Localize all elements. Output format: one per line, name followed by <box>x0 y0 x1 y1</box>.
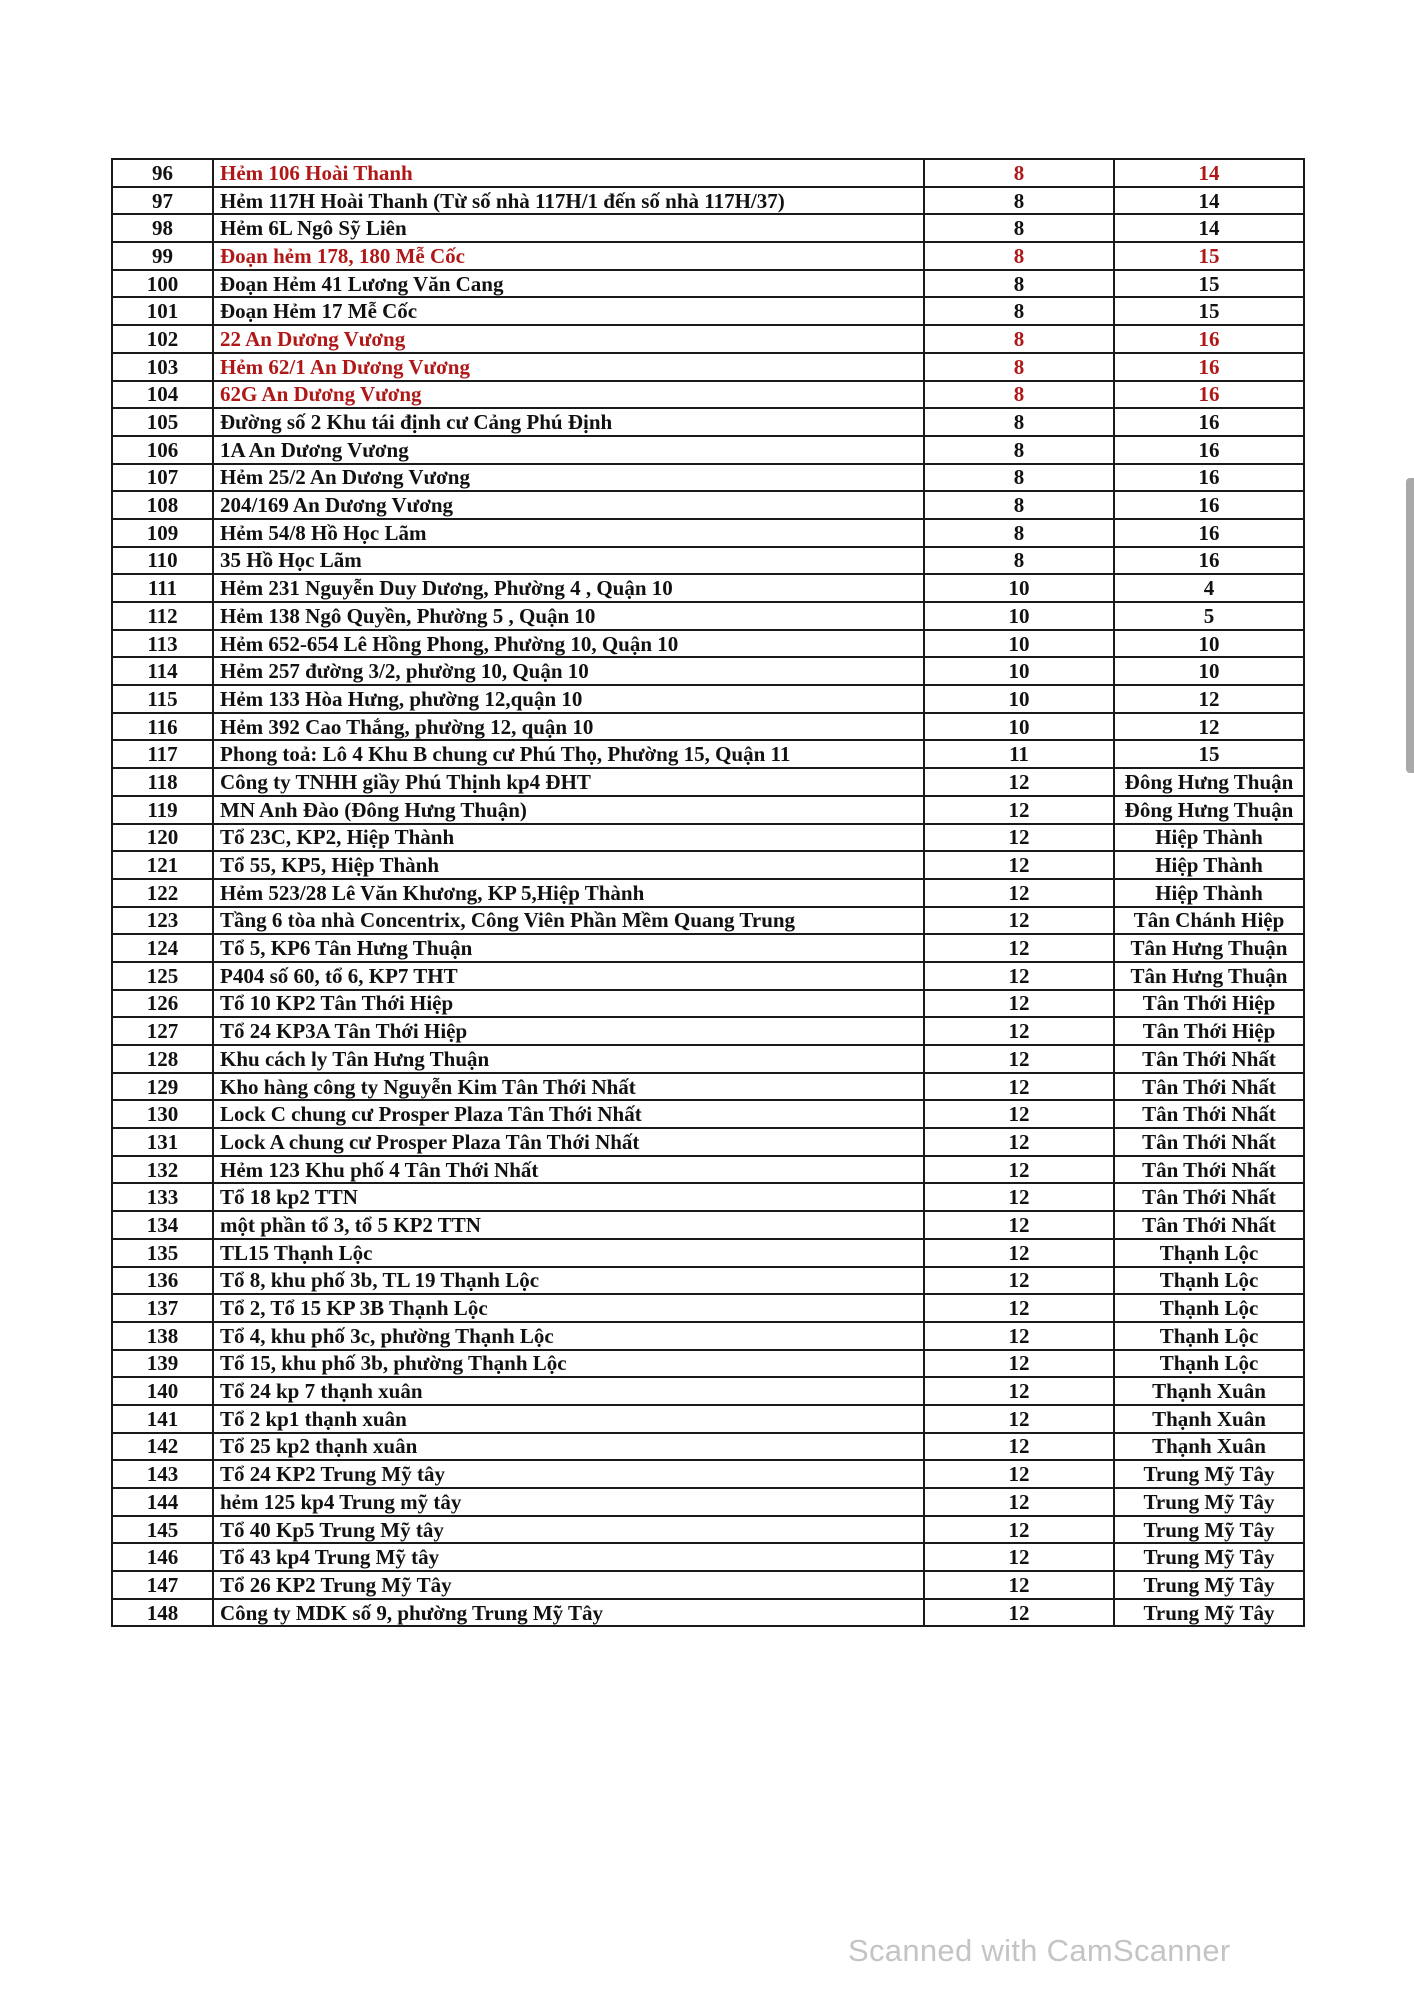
location-name: Hẻm 123 Khu phố 4 Tân Thới Nhất <box>213 1156 924 1184</box>
row-number: 114 <box>112 657 213 685</box>
row-number: 144 <box>112 1488 213 1516</box>
row-number: 132 <box>112 1156 213 1184</box>
location-name: Đoạn Hẻm 17 Mễ Cốc <box>213 297 924 325</box>
location-name: 35 Hồ Học Lãm <box>213 547 924 575</box>
district-value: 8 <box>924 491 1114 519</box>
table-row <box>112 159 1304 187</box>
ward-value: 10 <box>1114 657 1304 685</box>
row-number: 112 <box>112 602 213 630</box>
table-row <box>112 851 1304 879</box>
district-value: 12 <box>924 1488 1114 1516</box>
table-row <box>112 1377 1304 1405</box>
table-row <box>112 1516 1304 1544</box>
table-row <box>112 630 1304 658</box>
scrollbar-thumb[interactable] <box>1406 478 1414 773</box>
district-value: 8 <box>924 214 1114 242</box>
table-row <box>112 962 1304 990</box>
ward-value: Tân Chánh Hiệp <box>1114 907 1304 935</box>
district-value: 12 <box>924 1405 1114 1433</box>
district-value: 10 <box>924 713 1114 741</box>
location-name: Đoạn hẻm 178, 180 Mễ Cốc <box>213 242 924 270</box>
table-row <box>112 685 1304 713</box>
row-number: 105 <box>112 408 213 436</box>
district-value: 8 <box>924 325 1114 353</box>
district-value: 12 <box>924 824 1114 852</box>
ward-value: 4 <box>1114 574 1304 602</box>
district-value: 12 <box>924 851 1114 879</box>
table-row <box>112 657 1304 685</box>
location-name: Hẻm 133 Hòa Hưng, phường 12,quận 10 <box>213 685 924 713</box>
ward-value: 15 <box>1114 270 1304 298</box>
district-value: 8 <box>924 547 1114 575</box>
row-number: 107 <box>112 464 213 492</box>
ward-value: 15 <box>1114 740 1304 768</box>
table-row <box>112 602 1304 630</box>
row-number: 126 <box>112 990 213 1018</box>
row-number: 108 <box>112 491 213 519</box>
row-number: 117 <box>112 740 213 768</box>
district-value: 12 <box>924 1156 1114 1184</box>
table-row <box>112 242 1304 270</box>
ward-value: 16 <box>1114 491 1304 519</box>
table-row <box>112 491 1304 519</box>
table-body <box>112 159 1304 1626</box>
location-name: Công ty TNHH giầy Phú Thịnh kp4 ĐHT <box>213 768 924 796</box>
ward-value: Trung Mỹ Tây <box>1114 1460 1304 1488</box>
location-name: Lock A chung cư Prosper Plaza Tân Thới Nhất <box>213 1128 924 1156</box>
ward-value: Trung Mỹ Tây <box>1114 1599 1304 1627</box>
district-value: 12 <box>924 907 1114 935</box>
table-row <box>112 519 1304 547</box>
location-name: Tổ 4, khu phố 3c, phường Thạnh Lộc <box>213 1322 924 1350</box>
table-row <box>112 1571 1304 1599</box>
row-number: 119 <box>112 796 213 824</box>
row-number: 147 <box>112 1571 213 1599</box>
district-value: 10 <box>924 574 1114 602</box>
location-name: 1A An Dương Vương <box>213 436 924 464</box>
location-name: Hẻm 54/8 Hồ Học Lãm <box>213 519 924 547</box>
location-name: 22 An Dương Vương <box>213 325 924 353</box>
row-number: 123 <box>112 907 213 935</box>
row-number: 99 <box>112 242 213 270</box>
location-name: Tổ 10 KP2 Tân Thới Hiệp <box>213 990 924 1018</box>
district-value: 12 <box>924 1073 1114 1101</box>
location-name: Tổ 40 Kp5 Trung Mỹ tây <box>213 1516 924 1544</box>
location-table <box>111 158 1305 1627</box>
district-value: 12 <box>924 879 1114 907</box>
ward-value: 16 <box>1114 381 1304 409</box>
district-value: 12 <box>924 1433 1114 1461</box>
district-value: 12 <box>924 1516 1114 1544</box>
district-value: 12 <box>924 1017 1114 1045</box>
row-number: 98 <box>112 214 213 242</box>
district-value: 12 <box>924 796 1114 824</box>
district-value: 8 <box>924 519 1114 547</box>
row-number: 142 <box>112 1433 213 1461</box>
row-number: 106 <box>112 436 213 464</box>
district-value: 12 <box>924 1571 1114 1599</box>
row-number: 134 <box>112 1211 213 1239</box>
location-name: Tổ 8, khu phố 3b, TL 19 Thạnh Lộc <box>213 1267 924 1295</box>
district-value: 12 <box>924 962 1114 990</box>
district-value: 10 <box>924 657 1114 685</box>
table-row <box>112 1488 1304 1516</box>
ward-value: 14 <box>1114 159 1304 187</box>
table-row <box>112 1017 1304 1045</box>
row-number: 135 <box>112 1239 213 1267</box>
table-row <box>112 325 1304 353</box>
table-row <box>112 1211 1304 1239</box>
district-value: 12 <box>924 1211 1114 1239</box>
ward-value: Thạnh Xuân <box>1114 1433 1304 1461</box>
ward-value: 16 <box>1114 325 1304 353</box>
district-value: 8 <box>924 381 1114 409</box>
table-row <box>112 1073 1304 1101</box>
district-value: 12 <box>924 1239 1114 1267</box>
location-name: Tổ 26 KP2 Trung Mỹ Tây <box>213 1571 924 1599</box>
district-value: 12 <box>924 1322 1114 1350</box>
ward-value: Thạnh Lộc <box>1114 1322 1304 1350</box>
district-value: 12 <box>924 1183 1114 1211</box>
table-row <box>112 1156 1304 1184</box>
location-name: Hẻm 231 Nguyễn Duy Dương, Phường 4 , Quận 10 <box>213 574 924 602</box>
district-value: 8 <box>924 353 1114 381</box>
ward-value: Hiệp Thành <box>1114 851 1304 879</box>
location-name: Hẻm 257 đường 3/2, phường 10, Quận 10 <box>213 657 924 685</box>
table-row <box>112 1543 1304 1571</box>
location-name: Kho hàng công ty Nguyễn Kim Tân Thới Nhất <box>213 1073 924 1101</box>
table-row <box>112 270 1304 298</box>
table-row <box>112 436 1304 464</box>
table-row <box>112 381 1304 409</box>
table-row <box>112 1045 1304 1073</box>
location-name: MN Anh Đào (Đông Hưng Thuận) <box>213 796 924 824</box>
district-value: 8 <box>924 159 1114 187</box>
table-row <box>112 547 1304 575</box>
location-name: Tổ 43 kp4 Trung Mỹ tây <box>213 1543 924 1571</box>
ward-value: Tân Thới Nhất <box>1114 1073 1304 1101</box>
table-row <box>112 990 1304 1018</box>
table-row <box>112 1322 1304 1350</box>
district-value: 12 <box>924 990 1114 1018</box>
row-number: 104 <box>112 381 213 409</box>
ward-value: Tân Thới Nhất <box>1114 1045 1304 1073</box>
row-number: 97 <box>112 187 213 215</box>
table-row <box>112 214 1304 242</box>
row-number: 131 <box>112 1128 213 1156</box>
ward-value: Tân Thới Nhất <box>1114 1156 1304 1184</box>
row-number: 130 <box>112 1100 213 1128</box>
location-name: Hẻm 62/1 An Dương Vương <box>213 353 924 381</box>
ward-value: 16 <box>1114 353 1304 381</box>
table-row <box>112 1294 1304 1322</box>
table-row <box>112 713 1304 741</box>
location-name: Đường số 2 Khu tái định cư Cảng Phú Định <box>213 408 924 436</box>
district-value: 12 <box>924 934 1114 962</box>
table-row <box>112 1460 1304 1488</box>
table-row <box>112 907 1304 935</box>
table-row <box>112 879 1304 907</box>
district-value: 12 <box>924 1543 1114 1571</box>
row-number: 124 <box>112 934 213 962</box>
district-value: 12 <box>924 768 1114 796</box>
location-name: Tổ 55, KP5, Hiệp Thành <box>213 851 924 879</box>
table-row <box>112 408 1304 436</box>
row-number: 137 <box>112 1294 213 1322</box>
row-number: 115 <box>112 685 213 713</box>
ward-value: Tân Hưng Thuận <box>1114 934 1304 962</box>
row-number: 122 <box>112 879 213 907</box>
row-number: 120 <box>112 824 213 852</box>
row-number: 118 <box>112 768 213 796</box>
ward-value: Tân Thới Nhất <box>1114 1211 1304 1239</box>
ward-value: Trung Mỹ Tây <box>1114 1516 1304 1544</box>
row-number: 140 <box>112 1377 213 1405</box>
location-name: P404 số 60, tổ 6, KP7 THT <box>213 962 924 990</box>
row-number: 139 <box>112 1350 213 1378</box>
district-value: 8 <box>924 187 1114 215</box>
table-row <box>112 353 1304 381</box>
location-name: Hẻm 523/28 Lê Văn Khương, KP 5,Hiệp Thành <box>213 879 924 907</box>
table-row <box>112 1433 1304 1461</box>
ward-value: Hiệp Thành <box>1114 824 1304 852</box>
ward-value: Tân Thới Hiệp <box>1114 1017 1304 1045</box>
district-value: 8 <box>924 408 1114 436</box>
location-name: Tổ 2 kp1 thạnh xuân <box>213 1405 924 1433</box>
ward-value: 12 <box>1114 685 1304 713</box>
ward-value: Trung Mỹ Tây <box>1114 1543 1304 1571</box>
location-name: Công ty MDK số 9, phường Trung Mỹ Tây <box>213 1599 924 1627</box>
table-row <box>112 574 1304 602</box>
location-name: Hẻm 392 Cao Thắng, phường 12, quận 10 <box>213 713 924 741</box>
ward-value: Thạnh Lộc <box>1114 1239 1304 1267</box>
ward-value: 16 <box>1114 519 1304 547</box>
table-row <box>112 1350 1304 1378</box>
district-value: 12 <box>924 1045 1114 1073</box>
location-name: Hẻm 117H Hoài Thanh (Từ số nhà 117H/1 đến số nhà 117H/37) <box>213 187 924 215</box>
row-number: 116 <box>112 713 213 741</box>
row-number: 101 <box>112 297 213 325</box>
location-name: Tổ 5, KP6 Tân Hưng Thuận <box>213 934 924 962</box>
ward-value: 14 <box>1114 214 1304 242</box>
row-number: 143 <box>112 1460 213 1488</box>
table-row <box>112 1183 1304 1211</box>
row-number: 138 <box>112 1322 213 1350</box>
ward-value: 16 <box>1114 436 1304 464</box>
district-value: 8 <box>924 297 1114 325</box>
row-number: 100 <box>112 270 213 298</box>
district-value: 12 <box>924 1377 1114 1405</box>
row-number: 136 <box>112 1267 213 1295</box>
district-value: 12 <box>924 1128 1114 1156</box>
location-name: Hẻm 138 Ngô Quyền, Phường 5 , Quận 10 <box>213 602 924 630</box>
ward-value: 5 <box>1114 602 1304 630</box>
location-name: Tầng 6 tòa nhà Concentrix, Công Viên Phần Mềm Quang Trung <box>213 907 924 935</box>
district-value: 10 <box>924 630 1114 658</box>
ward-value: Thạnh Lộc <box>1114 1350 1304 1378</box>
ward-value: 16 <box>1114 547 1304 575</box>
camscanner-watermark: Scanned with CamScanner <box>848 1933 1231 1968</box>
row-number: 128 <box>112 1045 213 1073</box>
row-number: 125 <box>112 962 213 990</box>
location-name: Phong toả: Lô 4 Khu B chung cư Phú Thọ, Phường 15, Quận 11 <box>213 740 924 768</box>
district-value: 12 <box>924 1267 1114 1295</box>
location-name: Hẻm 106 Hoài Thanh <box>213 159 924 187</box>
table-row <box>112 1100 1304 1128</box>
ward-value: Trung Mỹ Tây <box>1114 1571 1304 1599</box>
ward-value: Tân Thới Hiệp <box>1114 990 1304 1018</box>
table-row <box>112 187 1304 215</box>
district-value: 12 <box>924 1599 1114 1627</box>
ward-value: 15 <box>1114 297 1304 325</box>
table-row <box>112 1405 1304 1433</box>
ward-value: Trung Mỹ Tây <box>1114 1488 1304 1516</box>
row-number: 127 <box>112 1017 213 1045</box>
row-number: 110 <box>112 547 213 575</box>
ward-value: 16 <box>1114 408 1304 436</box>
location-name: Tổ 23C, KP2, Hiệp Thành <box>213 824 924 852</box>
location-name: 204/169 An Dương Vương <box>213 491 924 519</box>
row-number: 133 <box>112 1183 213 1211</box>
ward-value: Thạnh Lộc <box>1114 1294 1304 1322</box>
district-value: 8 <box>924 464 1114 492</box>
location-name: Tổ 15, khu phố 3b, phường Thạnh Lộc <box>213 1350 924 1378</box>
ward-value: Tân Hưng Thuận <box>1114 962 1304 990</box>
location-name: Đoạn Hẻm 41 Lương Văn Cang <box>213 270 924 298</box>
district-value: 8 <box>924 270 1114 298</box>
location-name: hẻm 125 kp4 Trung mỹ tây <box>213 1488 924 1516</box>
district-value: 12 <box>924 1294 1114 1322</box>
location-name: Hẻm 6L Ngô Sỹ Liên <box>213 214 924 242</box>
row-number: 141 <box>112 1405 213 1433</box>
ward-value: 16 <box>1114 464 1304 492</box>
row-number: 113 <box>112 630 213 658</box>
row-number: 103 <box>112 353 213 381</box>
table-row <box>112 1239 1304 1267</box>
table-row <box>112 297 1304 325</box>
location-name: Tổ 24 KP3A Tân Thới Hiệp <box>213 1017 924 1045</box>
location-name: 62G An Dương Vương <box>213 381 924 409</box>
ward-value: Đông Hưng Thuận <box>1114 796 1304 824</box>
ward-value: 12 <box>1114 713 1304 741</box>
row-number: 145 <box>112 1516 213 1544</box>
ward-value: 15 <box>1114 242 1304 270</box>
ward-value: Hiệp Thành <box>1114 879 1304 907</box>
ward-value: Tân Thới Nhất <box>1114 1100 1304 1128</box>
row-number: 129 <box>112 1073 213 1101</box>
location-name: Tổ 18 kp2 TTN <box>213 1183 924 1211</box>
district-value: 11 <box>924 740 1114 768</box>
location-name: Khu cách ly Tân Hưng Thuận <box>213 1045 924 1073</box>
ward-value: Tân Thới Nhất <box>1114 1128 1304 1156</box>
location-name: Tổ 24 KP2 Trung Mỹ tây <box>213 1460 924 1488</box>
table-row <box>112 824 1304 852</box>
row-number: 111 <box>112 574 213 602</box>
ward-value: Đông Hưng Thuận <box>1114 768 1304 796</box>
district-value: 10 <box>924 602 1114 630</box>
location-name: Tổ 2, Tổ 15 KP 3B Thạnh Lộc <box>213 1294 924 1322</box>
table-row <box>112 740 1304 768</box>
district-value: 12 <box>924 1460 1114 1488</box>
district-value: 8 <box>924 242 1114 270</box>
table-row <box>112 796 1304 824</box>
row-number: 109 <box>112 519 213 547</box>
location-name: Hẻm 25/2 An Dương Vương <box>213 464 924 492</box>
table-row <box>112 1267 1304 1295</box>
ward-value: 10 <box>1114 630 1304 658</box>
location-name: Tổ 24 kp 7 thạnh xuân <box>213 1377 924 1405</box>
table-row <box>112 1128 1304 1156</box>
location-name: TL15 Thạnh Lộc <box>213 1239 924 1267</box>
ward-value: Thạnh Xuân <box>1114 1405 1304 1433</box>
table-row <box>112 1599 1304 1627</box>
row-number: 146 <box>112 1543 213 1571</box>
table-row <box>112 768 1304 796</box>
location-name: Lock C chung cư Prosper Plaza Tân Thới Nhất <box>213 1100 924 1128</box>
row-number: 121 <box>112 851 213 879</box>
table-row <box>112 464 1304 492</box>
district-value: 12 <box>924 1100 1114 1128</box>
row-number: 148 <box>112 1599 213 1627</box>
district-value: 12 <box>924 1350 1114 1378</box>
ward-value: 14 <box>1114 187 1304 215</box>
district-value: 8 <box>924 436 1114 464</box>
ward-value: Thạnh Xuân <box>1114 1377 1304 1405</box>
location-name: một phần tổ 3, tổ 5 KP2 TTN <box>213 1211 924 1239</box>
district-value: 10 <box>924 685 1114 713</box>
row-number: 96 <box>112 159 213 187</box>
row-number: 102 <box>112 325 213 353</box>
ward-value: Tân Thới Nhất <box>1114 1183 1304 1211</box>
location-name: Hẻm 652-654 Lê Hồng Phong, Phường 10, Quận 10 <box>213 630 924 658</box>
table-row <box>112 934 1304 962</box>
location-name: Tổ 25 kp2 thạnh xuân <box>213 1433 924 1461</box>
ward-value: Thạnh Lộc <box>1114 1267 1304 1295</box>
